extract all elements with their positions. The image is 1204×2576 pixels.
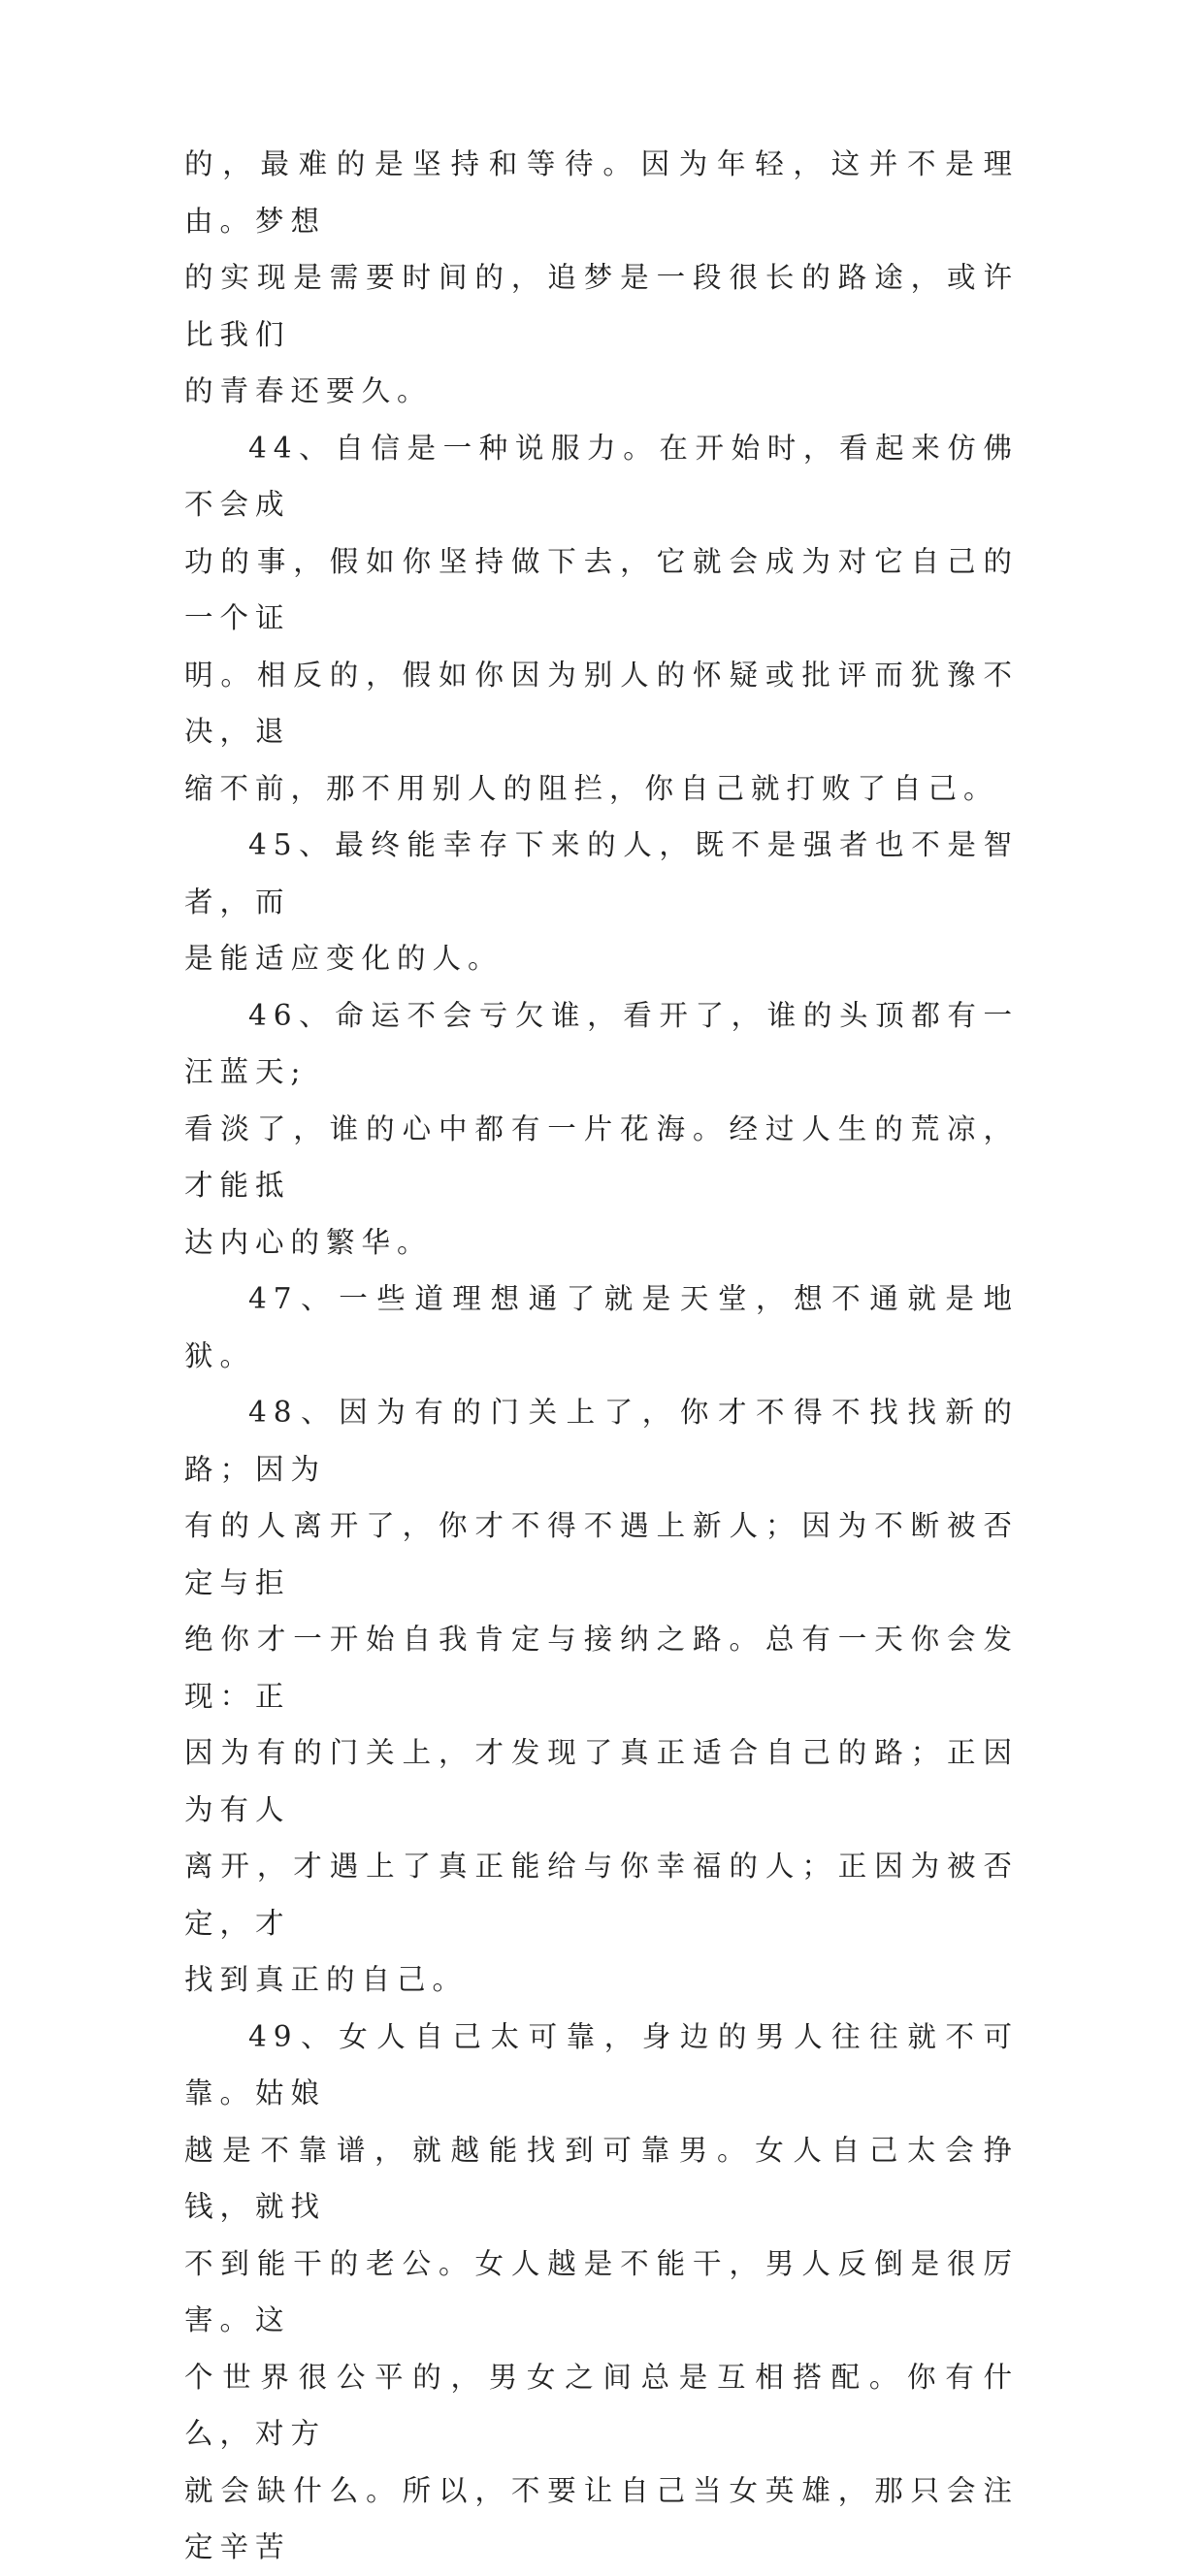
text-line: 48、因为有的门关上了，你才不得不找找新的路；因为	[184, 1396, 1019, 1486]
text-line: 缩不前，那不用别人的阻拦，你自己就打败了自己。	[184, 771, 999, 805]
paragraph-47	[184, 1271, 1019, 1384]
text-line: 47、一些道理想通了就是天堂，想不通就是地狱。	[184, 1282, 1019, 1372]
document-page	[184, 136, 1019, 2576]
text-line: 是能适应变化的人。	[184, 942, 504, 975]
text-line: 因为有的门关上，才发现了真正适合自己的路；正因为有人	[184, 1736, 1019, 1826]
text-line: 个世界很公平的，男女之间总是互相搭配。你有什么，对方	[184, 2360, 1019, 2450]
paragraph-49	[184, 2009, 1019, 2576]
text-line: 看淡了，谁的心中都有一片花海。经过人生的荒凉，才能抵	[184, 1111, 1019, 1202]
paragraph-46	[184, 987, 1019, 1272]
text-line: 不到能干的老公。女人越是不能干，男人反倒是很厉害。这	[184, 2246, 1019, 2336]
paragraph-48	[184, 1384, 1019, 2009]
text-line: 离开，才遇上了真正能给与你幸福的人；正因为被否定，才	[184, 1850, 1019, 1940]
paragraph-intro	[184, 136, 1019, 420]
text-line: 功的事，假如你坚持做下去，它就会成为对它自己的一个证	[184, 544, 1019, 634]
text-line: 明。相反的，假如你因为别人的怀疑或批评而犹豫不决，退	[184, 658, 1019, 748]
text-line: 就会缺什么。所以，不要让自己当女英雄，那只会注定辛苦	[184, 2473, 1019, 2563]
text-line: 达内心的繁华。	[184, 1225, 433, 1259]
text-line: 的，最难的是坚持和等待。因为年轻，这并不是理由。梦想	[184, 147, 1019, 238]
text-line: 越是不靠谱，就越能找到可靠男。女人自己太会挣钱，就找	[184, 2133, 1019, 2223]
text-line: 有的人离开了，你才不得不遇上新人；因为不断被否定与拒	[184, 1509, 1019, 1599]
text-line: 绝你才一开始自我肯定与接纳之路。总有一天你会发现：正	[184, 1623, 1019, 1713]
text-line: 44、自信是一种说服力。在开始时，看起来仿佛不会成	[184, 431, 1019, 521]
text-line: 的青春还要久。	[184, 374, 433, 407]
paragraph-45	[184, 817, 1019, 987]
text-line: 49、女人自己太可靠，身边的男人往往就不可靠。姑娘	[184, 2019, 1019, 2109]
text-line: 的实现是需要时间的，追梦是一段很长的路途，或许比我们	[184, 261, 1019, 351]
text-line: 找到真正的自己。	[184, 1963, 469, 1996]
text-line: 45、最终能幸存下来的人，既不是强者也不是智者，而	[184, 828, 1019, 918]
paragraph-44	[184, 420, 1019, 818]
text-line: 46、命运不会亏欠谁，看开了，谁的头顶都有一汪蓝天;	[184, 998, 1019, 1088]
